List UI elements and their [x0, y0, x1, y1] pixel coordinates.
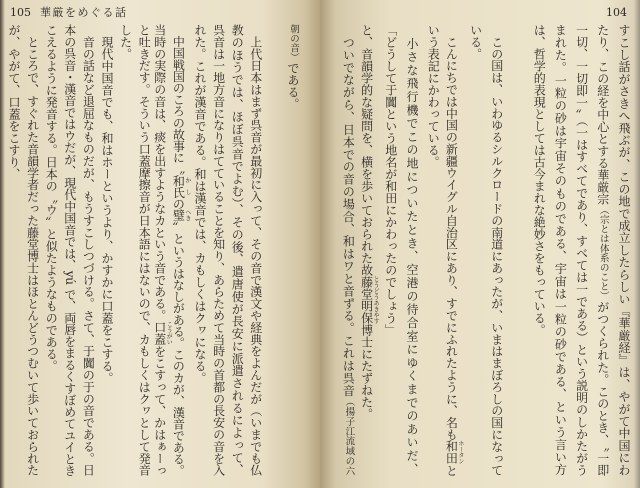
text-line	[403, 24, 421, 476]
text-line	[117, 24, 135, 60]
text-run: この国は、いわゆるシルクロードの南道にあったが、いまはまぼろしの国になって	[489, 24, 504, 477]
text-run: 〟というはなしがある。このカが、漢音である。	[171, 221, 186, 477]
ruby-word	[171, 209, 191, 222]
text-line	[382, 24, 400, 336]
text-run: した。	[118, 24, 133, 60]
text-line	[135, 24, 153, 476]
text-run: 小さな飛行機でこの地についたとき、空港の待合室にゆくまでのあいだ、	[405, 24, 419, 476]
text-run: いる。	[468, 24, 483, 60]
text-run: と、音韻学的な疑問を、横を歩いておられた故	[359, 24, 374, 276]
page-number: 104	[606, 6, 627, 19]
text-line	[445, 24, 463, 476]
text-line	[488, 24, 506, 476]
text-run: いう表記にかわっている。	[426, 24, 441, 168]
text-run: が、やがて、口蓋をこすり、	[7, 24, 21, 180]
running-head: 華厳をめぐる話	[40, 6, 128, 19]
small-text-run: （宗とは体系のこと）	[597, 205, 609, 301]
ruby-word	[171, 174, 191, 198]
text-line	[98, 24, 116, 384]
text-run: の	[171, 197, 186, 210]
text-line	[467, 24, 485, 60]
text-line	[172, 24, 190, 476]
text-run: である。	[286, 62, 300, 110]
text-line	[594, 24, 612, 476]
text-run: ところで、すぐれた音韻学者だった藤堂博士はほとんどうつむいて歩いておられた	[25, 24, 40, 477]
text-line	[5, 24, 23, 180]
text-line	[530, 24, 548, 336]
text-line	[24, 24, 42, 476]
text-line	[339, 24, 357, 476]
text-line	[210, 24, 228, 476]
text-line	[79, 24, 97, 476]
text-run: 中国戦国のころの故事に〝	[171, 24, 186, 175]
small-text-run: （揚子江流域の六	[343, 396, 355, 477]
text-line	[573, 24, 591, 476]
text-run: がつくられた。このとき、〝一即	[595, 300, 610, 476]
text-run: れた。これが漢音である。和は漢音では、カもしくはクヮになる。	[193, 24, 207, 384]
ruby-word	[152, 321, 173, 346]
text-run: 現代中国音でも、和はホーというより、かすかに口蓋をこする。	[100, 24, 114, 384]
ruby-base: 和田	[444, 440, 459, 465]
text-run: こえるように発音する。日本の〝ウ〟と似たようなものである。	[44, 24, 59, 372]
ruby-base: 藤堂明保	[359, 276, 374, 324]
text-line	[615, 24, 633, 476]
text-run: 当時の実際の音は、痰を出すようなカという音である。	[152, 24, 167, 322]
ruby-reading: ホータン	[456, 440, 464, 465]
page-number: 105	[10, 6, 31, 19]
text-run: 教のほうでは、ほぼ呉音でよむ）、その後、遣唐使が長安に派遣されるによって、	[230, 24, 245, 476]
text-line	[228, 24, 246, 476]
text-run: まれた。一粒の砂は宇宙そのものである、宇宙は一粒の砂である、という言い方	[553, 24, 568, 476]
text-run: 博士にたずねた。	[359, 324, 374, 420]
small-text-run: 朝の音）	[288, 24, 299, 62]
text-line	[361, 24, 379, 420]
text-run: こんにちでは中国の新疆ウイグル自治区にあり、すでにふれたように、名も	[444, 24, 459, 441]
ruby-base: 和氏	[171, 174, 186, 198]
text-run: 「どうして于闐という地名が和田にかわったのでしょう」	[383, 24, 398, 336]
ruby-base: 口蓋	[152, 321, 167, 346]
text-run: 音の話など退屈なものだが、もうすこしつづける。さて、于闐の于の音である。日	[81, 24, 96, 477]
text-run: 呉音は一地方音になりはてていることを知り、あらためて当時の首都の長安の音を入	[211, 24, 226, 477]
text-run: と	[444, 464, 459, 477]
ruby-word	[359, 276, 380, 324]
text-line	[551, 24, 569, 476]
text-line	[42, 24, 60, 372]
ruby-reading: こうがい	[165, 321, 173, 346]
ruby-reading: かし	[183, 174, 191, 198]
text-line	[191, 24, 209, 384]
text-line	[61, 24, 79, 476]
ruby-reading: とうどうあきやす	[372, 276, 380, 324]
text-run: ついでながら、日本での音の場合、和はワと音ずる。これは呉音	[341, 24, 356, 397]
ruby-base: 璧	[171, 209, 186, 222]
text-run: をこすって、かはぁーっ	[152, 345, 167, 477]
text-run: すこし話がさきへ飛ぶが、この地で成立したらしい『華厳経』は、やがて中国にわ	[617, 24, 631, 476]
text-line	[247, 24, 265, 476]
ruby-reading: へき	[183, 209, 191, 222]
ruby-word	[444, 440, 464, 465]
text-line	[424, 24, 442, 168]
text-run: と吐きだす。そういう口蓋摩擦音が日本語にはないので、カもしくはクヮとして発音	[137, 24, 152, 477]
text-run: は、哲学的表現としては古今まれな絶妙さをもっている。	[532, 24, 547, 336]
text-run: 一切、一切即一〟（一はすべてであり、すべては一である）という説明のしかたがう	[574, 24, 589, 476]
text-run: 上代日本はまず呉音が最初に入って、その音で漢文や経典をよんだが（いまでも仏	[248, 24, 263, 477]
text-line	[154, 24, 172, 476]
text-run: たり、この経を中心とする華厳宗	[595, 24, 610, 206]
text-line	[284, 24, 302, 110]
text-run: 本の呉音・漢音ではウだが、現代中国音では、yú で、両唇をまるくすぼめてユイとき	[62, 24, 77, 477]
